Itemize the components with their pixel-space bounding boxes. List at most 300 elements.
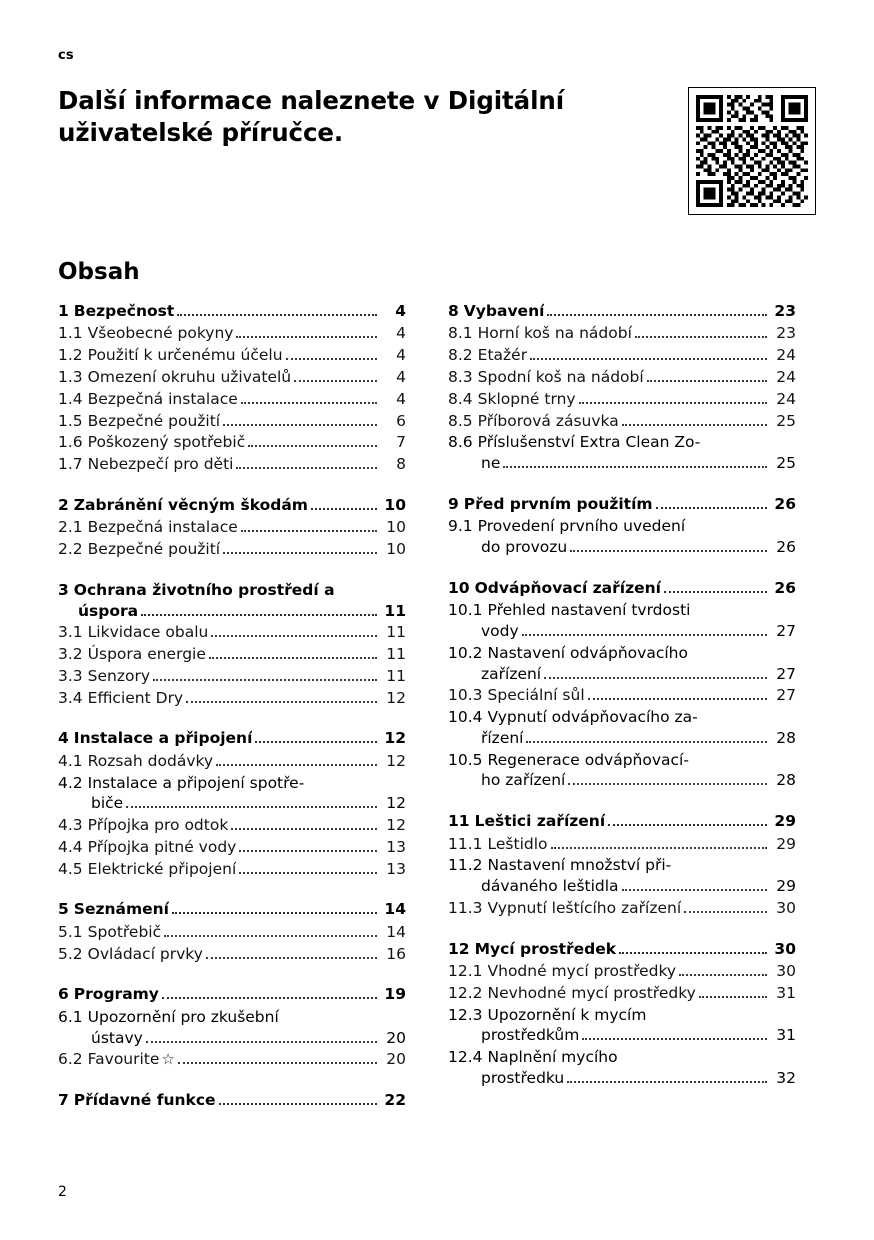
toc-subentry-title: Instalace a připojení spotře- — [87, 773, 305, 792]
toc-chapter-title: Přídavné funkce — [73, 1091, 216, 1110]
toc-subentry-number: 10.3 — [448, 686, 483, 705]
toc-subentry[interactable] — [448, 707, 796, 749]
toc-subentry-page: 20 — [386, 1028, 406, 1047]
toc-subentry[interactable] — [448, 389, 796, 410]
toc-chapter-number: 11 — [448, 812, 470, 831]
leader-dots — [241, 530, 377, 532]
toc-subentry[interactable] — [448, 898, 796, 919]
toc-subentry-page: 4 — [396, 389, 406, 408]
toc-subentry-number: 3.1 — [58, 623, 83, 642]
toc-subentry-number: 8.4 — [448, 389, 473, 408]
leader-dots — [526, 741, 767, 743]
toc-chapter[interactable] — [58, 495, 406, 515]
toc-chapter-title: Programy — [73, 985, 159, 1004]
toc-subentry-page: 27 — [776, 622, 796, 641]
toc-subentry-title: Spodní koš na nádobí — [477, 367, 644, 386]
toc-subentry-title: Úspora energie — [87, 645, 206, 664]
toc-subentry-page: 32 — [776, 1068, 796, 1087]
toc-chapter-title: Ochrana životního prostředí a — [73, 580, 335, 599]
toc-subentry-title-cont: do provozu — [481, 538, 568, 557]
leader-dots — [503, 466, 767, 468]
toc-subentry-number: 1.3 — [58, 367, 83, 386]
toc-group — [448, 301, 796, 474]
leader-dots — [164, 935, 377, 937]
leader-dots — [699, 996, 767, 998]
toc-subentry-page: 4 — [396, 324, 406, 343]
toc-subentry-title: Příborová zásuvka — [477, 411, 619, 430]
toc-subentry-number: 10.1 — [448, 601, 483, 620]
toc-subentry[interactable] — [448, 685, 796, 706]
toc-subentry-title: Leštidlo — [487, 834, 548, 853]
toc-subentry-number: 8.5 — [448, 411, 473, 430]
leader-dots — [126, 806, 377, 808]
toc-subentry-page: 11 — [386, 623, 406, 642]
toc-subentry[interactable] — [58, 454, 406, 475]
leader-dots — [582, 1038, 767, 1040]
toc-subentry[interactable] — [58, 666, 406, 687]
toc-subentry-page: 14 — [386, 922, 406, 941]
header-row — [58, 85, 816, 215]
toc-subentry-title: Nastavení odvápňovacího — [487, 643, 688, 662]
toc-chapter-number: 12 — [448, 939, 470, 958]
toc-subentry-number: 12.1 — [448, 962, 483, 981]
toc-subentry-number: 1.2 — [58, 346, 83, 365]
leader-dots — [211, 635, 377, 637]
toc-subentry-page: 25 — [776, 454, 796, 473]
toc-subentry-title-cont: ústavy — [91, 1028, 143, 1047]
qr-code-svg — [696, 95, 808, 207]
toc-subentry-title: Horní koš na nádobí — [477, 324, 632, 343]
toc-subentry-title: Etažér — [477, 346, 528, 365]
toc-subentry[interactable] — [448, 411, 796, 432]
toc-subentry-title: Favourite — [87, 1050, 160, 1069]
toc-subentry-title: Přípojka pro odtok — [87, 816, 229, 835]
toc-subentry-page: 27 — [776, 664, 796, 683]
toc-subentry-title: Příslušenství Extra Clean Zo- — [477, 433, 701, 452]
toc-group — [58, 495, 406, 560]
toc-subentry-page: 13 — [386, 837, 406, 856]
toc-subentry-title: Přehled nastavení tvrdosti — [487, 601, 691, 620]
toc-subentry-title: Efficient Dry — [87, 688, 184, 707]
toc-subentry[interactable] — [58, 1049, 406, 1070]
toc-subentry-number: 4.2 — [58, 773, 83, 792]
toc-group — [58, 728, 406, 879]
toc-subentry-number: 1.6 — [58, 433, 83, 452]
toc-subentry-title: Nebezpečí pro děti — [87, 455, 234, 474]
toc-chapter-number: 4 — [58, 729, 69, 748]
favourite-star-icon: ☆ — [161, 1050, 175, 1069]
toc-subentry-number: 3.2 — [58, 645, 83, 664]
leader-dots — [635, 336, 767, 338]
toc-chapter-page: 23 — [774, 302, 796, 320]
toc-subentry-page: 24 — [776, 346, 796, 365]
toc-subentry-number: 10.4 — [448, 708, 483, 727]
toc-subentry-page: 4 — [396, 367, 406, 386]
toc-subentry-number: 4.1 — [58, 751, 83, 770]
leader-dots — [608, 824, 767, 826]
toc-subentry[interactable] — [448, 323, 796, 344]
leader-dots — [216, 764, 377, 766]
toc-chapter-number: 2 — [58, 495, 69, 514]
toc-chapter-page: 26 — [774, 494, 796, 513]
leader-dots — [239, 850, 377, 852]
toc-subentry-page: 24 — [776, 389, 796, 408]
toc-group — [448, 578, 796, 791]
leader-dots — [579, 402, 767, 404]
toc-chapter-title: Bezpečnost — [73, 302, 175, 320]
toc-subentry-title: Likvidace obalu — [87, 623, 209, 642]
toc-subentry-title-cont: řízení — [481, 728, 524, 747]
toc-subentry-page: 12 — [386, 751, 406, 770]
toc-subentry-page: 31 — [776, 1026, 796, 1045]
toc-subentry-page: 8 — [396, 455, 406, 474]
page-title: Další informace naleznete v Digitální uživatelské příručce. — [58, 86, 565, 147]
toc-subentry[interactable] — [58, 411, 406, 432]
leader-dots — [286, 358, 377, 360]
toc-subentry-title: Bezpečná instalace — [87, 389, 238, 408]
toc-subentry-page: 23 — [776, 324, 796, 343]
toc-chapter[interactable] — [58, 728, 406, 748]
toc-subentry-number: 11.2 — [448, 856, 483, 875]
toc-subentry-title: Poškozený spotřebič — [87, 433, 246, 452]
toc-subentry-page: 13 — [386, 859, 406, 878]
toc-chapter-title: Mycí prostředek — [474, 939, 617, 958]
toc-subentry-title: Sklopné trny — [477, 389, 576, 408]
toc-subentry-number: 1.1 — [58, 324, 83, 343]
toc-subentry[interactable] — [58, 751, 406, 772]
toc-group — [58, 1090, 406, 1110]
toc-subentry-title: Spotřebič — [87, 922, 162, 941]
toc-subentry-number: 11.1 — [448, 834, 483, 853]
toc-subentry-number: 8.1 — [448, 324, 473, 343]
toc-subentry[interactable] — [58, 539, 406, 560]
toc-subentry[interactable] — [58, 517, 406, 538]
toc-subentry-number: 10.5 — [448, 750, 483, 769]
toc-subentry[interactable] — [58, 389, 406, 410]
toc-chapter-page: 22 — [384, 1091, 406, 1110]
leader-dots — [186, 701, 377, 703]
toc-chapter-page: 30 — [774, 939, 796, 958]
toc-subentry-page: 31 — [776, 983, 796, 1002]
toc-chapter-page: 19 — [384, 985, 406, 1004]
toc-subentry[interactable] — [58, 644, 406, 665]
leader-dots — [522, 634, 767, 636]
leader-dots — [178, 1062, 377, 1064]
toc-chapter-page: 14 — [384, 900, 406, 919]
toc-chapter-page: 4 — [395, 302, 406, 320]
toc-subentry-title: Bezpečná instalace — [87, 518, 238, 537]
toc-chapter[interactable] — [58, 301, 406, 321]
leader-dots — [239, 872, 377, 874]
toc-subentry-page: 10 — [386, 540, 406, 559]
toc-chapter[interactable] — [58, 899, 406, 919]
toc-subentry-title-cont: prostředku — [481, 1068, 565, 1087]
toc-chapter-title-cont: úspora — [78, 601, 139, 620]
toc-subentry-title: Použití k určenému účelu — [87, 346, 283, 365]
toc-subentry-title: Provedení prvního uvedení — [477, 517, 686, 536]
leader-dots — [255, 741, 377, 743]
toc-subentry-title-cont: prostředkům — [481, 1026, 580, 1045]
leader-dots — [684, 911, 767, 913]
toc-subentry-title: Vypnutí leštícího zařízení — [487, 898, 682, 917]
toc-chapter[interactable] — [448, 578, 796, 598]
toc-subentry-title-cont: ne — [481, 454, 501, 473]
toc-subentry-title-cont: biče — [91, 794, 124, 813]
toc-subentry-title: Všeobecné pokyny — [87, 324, 234, 343]
toc-subentry-title: Rozsah dodávky — [87, 751, 214, 770]
toc-subentry-page: 30 — [776, 898, 796, 917]
toc-subentry[interactable] — [448, 432, 796, 474]
toc-subentry-title: Omezení okruhu uživatelů — [87, 367, 292, 386]
leader-dots — [544, 677, 767, 679]
toc-group — [448, 811, 796, 919]
toc-group — [58, 580, 406, 709]
toc-subentry-number: 5.1 — [58, 922, 83, 941]
leader-dots — [231, 828, 377, 830]
leader-dots — [172, 912, 377, 914]
toc-subentry-page: 12 — [386, 688, 406, 707]
toc-subentry-title: Upozornění k mycím — [487, 1005, 647, 1024]
leader-dots — [153, 679, 377, 681]
toc-column-right — [448, 301, 796, 1109]
leader-dots — [146, 1041, 377, 1043]
toc-chapter-page: 26 — [774, 578, 796, 597]
toc-subentry-title: Vypnutí odvápňovacího za- — [487, 708, 698, 727]
toc-subentry-page: 27 — [776, 686, 796, 705]
toc-group — [58, 984, 406, 1070]
toc-subentry[interactable] — [58, 367, 406, 388]
toc-subentry-title: Ovládací prvky — [87, 944, 203, 963]
toc-group — [58, 301, 406, 475]
toc-chapter[interactable] — [448, 811, 796, 831]
toc-subentry-number: 8.3 — [448, 367, 473, 386]
toc-subentry-page: 12 — [386, 816, 406, 835]
toc-subentry-page: 7 — [396, 433, 406, 452]
toc-subentry-title-cont: zařízení — [481, 664, 542, 683]
toc-chapter-number: 5 — [58, 900, 69, 919]
toc-subentry-page: 26 — [776, 538, 796, 557]
toc-subentry[interactable] — [448, 516, 796, 558]
toc-subentry-number: 4.5 — [58, 859, 83, 878]
toc-subentry-page: 28 — [776, 728, 796, 747]
toc-subentry[interactable] — [58, 323, 406, 344]
toc-subentry-page: 29 — [776, 834, 796, 853]
toc-chapter-title: Instalace a připojení — [73, 729, 253, 748]
toc-subentry-number: 1.5 — [58, 411, 83, 430]
leader-dots — [236, 467, 377, 469]
toc-subentry-page: 10 — [386, 518, 406, 537]
leader-dots — [141, 614, 377, 616]
toc-subentry[interactable] — [448, 1047, 796, 1089]
toc-chapter-title: Před prvním použitím — [463, 494, 653, 513]
toc-group — [448, 494, 796, 558]
leader-dots — [588, 698, 767, 700]
toc-subentry-title: Regenerace odvápňovací- — [487, 750, 689, 769]
toc-subentry[interactable] — [448, 983, 796, 1004]
toc-subentry-number: 8.6 — [448, 433, 473, 452]
toc-subentry[interactable] — [58, 837, 406, 858]
toc-subentry-number: 2.2 — [58, 540, 83, 559]
toc-subentry[interactable] — [448, 855, 796, 897]
leader-dots — [219, 1103, 377, 1105]
toc-subentry-number: 8.2 — [448, 346, 473, 365]
leader-dots — [570, 550, 767, 552]
toc-chapter[interactable] — [58, 1090, 406, 1110]
toc-chapter-number: 3 — [58, 580, 69, 599]
leader-dots — [622, 424, 767, 426]
toc-subentry-number: 3.4 — [58, 688, 83, 707]
toc-chapter-number: 8 — [448, 302, 459, 320]
toc-chapter-title: Odvápňovací zařízení — [474, 578, 661, 597]
toc-subentry-page: 28 — [776, 771, 796, 790]
toc-chapter[interactable] — [448, 494, 796, 514]
toc-subentry-title: Speciální sůl — [487, 686, 585, 705]
toc-subentry-title: Elektrické připojení — [87, 859, 237, 878]
toc-subentry[interactable] — [448, 834, 796, 855]
toc-subentry-page: 11 — [386, 645, 406, 664]
leader-dots — [223, 424, 377, 426]
toc-chapter-page: 29 — [774, 812, 796, 831]
toc-subentry-number: 4.3 — [58, 816, 83, 835]
toc-subentry-page: 25 — [776, 411, 796, 430]
toc-subentry-number: 9.1 — [448, 517, 473, 536]
toc-subentry[interactable] — [448, 1005, 796, 1047]
leader-dots — [236, 336, 377, 338]
leader-dots — [679, 974, 767, 976]
leader-dots — [209, 657, 377, 659]
toc-subentry[interactable] — [448, 345, 796, 366]
toc-subentry-number: 6.1 — [58, 1007, 83, 1026]
toc-subentry-page: 11 — [386, 666, 406, 685]
toc-subentry[interactable] — [448, 750, 796, 792]
toc-chapter-number: 6 — [58, 985, 69, 1004]
toc-subentry[interactable] — [448, 961, 796, 982]
language-tag: cs — [58, 48, 74, 63]
leader-dots — [647, 380, 767, 382]
toc-subentry-number: 1.7 — [58, 455, 83, 474]
toc-subentry-number: 11.3 — [448, 898, 483, 917]
toc-chapter-title: Zabránění věcným škodám — [73, 495, 308, 514]
toc-subentry-page: 4 — [396, 346, 406, 365]
qr-code-icon — [688, 87, 816, 215]
leader-dots — [619, 952, 767, 954]
toc-subentry[interactable] — [58, 815, 406, 836]
toc-columns — [58, 301, 816, 1131]
toc-subentry-number: 1.4 — [58, 389, 83, 408]
toc-chapter-number: 7 — [58, 1091, 69, 1110]
toc-subentry-title: Vhodné mycí prostředky — [487, 962, 677, 981]
toc-subentry-title: Bezpečné použití — [87, 540, 221, 559]
toc-subentry[interactable] — [58, 922, 406, 943]
toc-chapter-number: 1 — [58, 302, 69, 320]
leader-dots — [177, 314, 377, 316]
toc-chapter-page: 10 — [384, 495, 406, 514]
toc-chapter-title: Vybavení — [463, 302, 545, 320]
toc-subentry-title: Nevhodné mycí prostředky — [487, 983, 696, 1002]
toc-subentry-title-cont: ho zařízení — [481, 771, 566, 790]
leader-dots — [162, 997, 377, 999]
toc-group — [448, 939, 796, 1089]
toc-subentry-page: 12 — [386, 794, 406, 813]
leader-dots — [530, 358, 767, 360]
toc-subentry-number: 10.2 — [448, 643, 483, 662]
toc-subentry-page: 20 — [386, 1050, 406, 1069]
leader-dots — [567, 1081, 767, 1083]
toc-chapter[interactable] — [58, 984, 406, 1004]
toc-chapter-page: 11 — [384, 601, 406, 620]
toc-subentry[interactable] — [58, 622, 406, 643]
toc-subentry-title: Bezpečné použití — [87, 411, 221, 430]
toc-subentry[interactable] — [58, 859, 406, 880]
toc-column-left — [58, 301, 406, 1131]
toc-subentry[interactable] — [448, 600, 796, 642]
leader-dots — [656, 507, 767, 509]
toc-subentry-number: 5.2 — [58, 944, 83, 963]
toc-chapter-number: 9 — [448, 494, 459, 513]
toc-subentry-title: Senzory — [87, 666, 151, 685]
toc-subentry-number: 12.4 — [448, 1048, 483, 1067]
toc-subentry[interactable] — [58, 432, 406, 453]
toc-chapter-title: Seznámení — [73, 900, 169, 919]
leader-dots — [568, 783, 767, 785]
toc-heading: Obsah — [58, 259, 140, 285]
toc-subentry-number: 3.3 — [58, 666, 83, 685]
toc-subentry-page: 30 — [776, 962, 796, 981]
toc-subentry[interactable] — [58, 773, 406, 815]
leader-dots — [622, 889, 767, 891]
toc-subentry[interactable] — [58, 345, 406, 366]
leader-dots — [551, 847, 767, 849]
toc-subentry-number: 4.4 — [58, 837, 83, 856]
leader-dots — [206, 957, 377, 959]
toc-subentry-number: 6.2 — [58, 1050, 83, 1069]
leader-dots — [248, 445, 377, 447]
toc-subentry[interactable] — [58, 688, 406, 709]
toc-subentry-title-cont: dávaného leštidla — [481, 877, 619, 896]
toc-subentry-page: 16 — [386, 944, 406, 963]
leader-dots — [664, 591, 767, 593]
toc-chapter[interactable] — [448, 939, 796, 959]
leader-dots — [311, 508, 377, 510]
toc-chapter-number: 10 — [448, 578, 470, 597]
toc-chapter[interactable] — [448, 301, 796, 321]
toc-subentry-number: 2.1 — [58, 518, 83, 537]
toc-subentry[interactable] — [58, 1007, 406, 1049]
page-number: 2 — [58, 1184, 67, 1200]
toc-subentry-number: 12.2 — [448, 983, 483, 1002]
toc-subentry-title: Přípojka pitné vody — [87, 837, 237, 856]
toc-subentry-title-cont: vody — [481, 622, 519, 641]
toc-subentry[interactable] — [448, 367, 796, 388]
toc-chapter[interactable] — [58, 580, 406, 622]
toc-chapter-title: Leštici zařízení — [474, 812, 606, 831]
toc-subentry-page: 29 — [776, 877, 796, 896]
toc-subentry[interactable] — [448, 643, 796, 685]
toc-subentry-title: Nastavení množství při- — [487, 856, 672, 875]
toc-subentry-page: 24 — [776, 367, 796, 386]
toc-subentry-page: 6 — [396, 411, 406, 430]
toc-subentry[interactable] — [58, 944, 406, 965]
leader-dots — [241, 402, 377, 404]
toc-chapter-page: 12 — [384, 729, 406, 748]
toc-subentry-number: 12.3 — [448, 1005, 483, 1024]
toc-subentry-title: Naplnění mycího — [487, 1048, 618, 1067]
toc-subentry-title: Upozornění pro zkušební — [87, 1007, 279, 1026]
leader-dots — [547, 314, 767, 316]
toc-group — [58, 899, 406, 964]
leader-dots — [223, 552, 377, 554]
leader-dots — [294, 380, 377, 382]
